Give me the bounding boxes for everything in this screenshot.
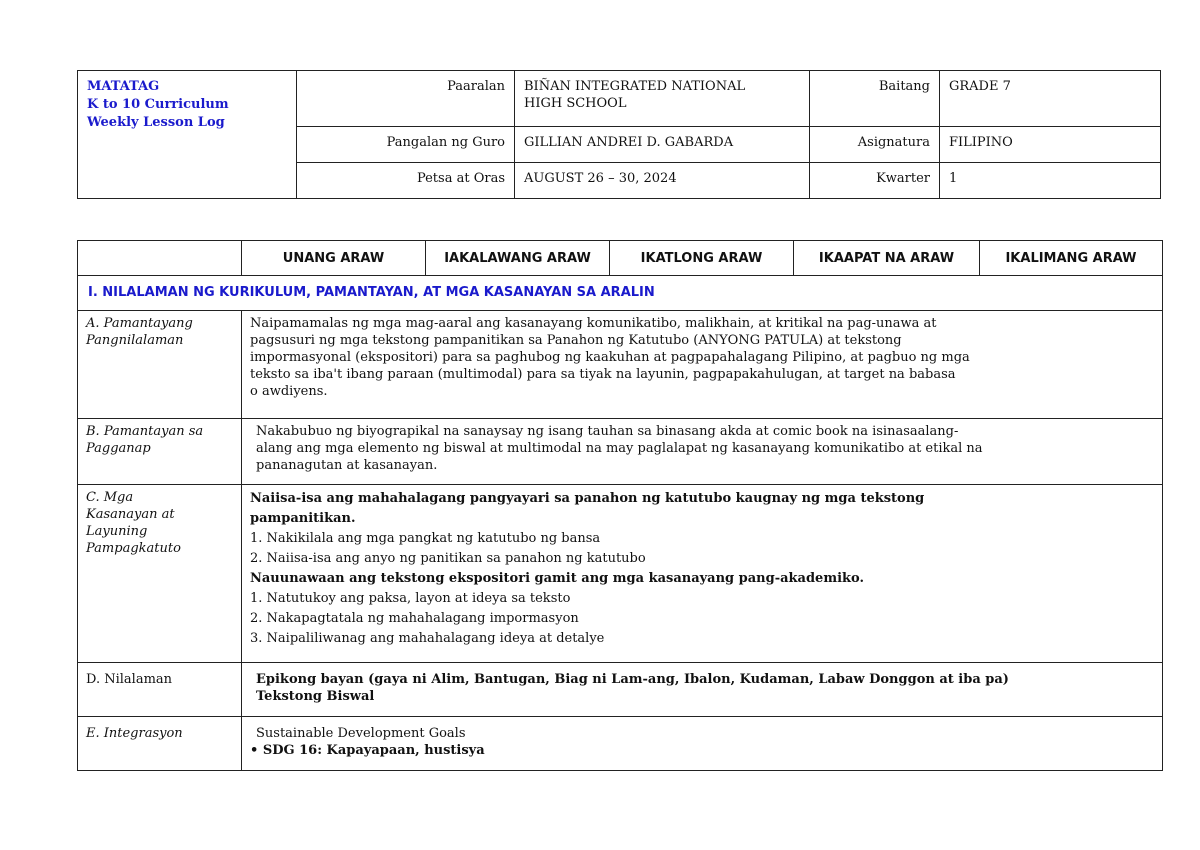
asignatura-label: Asignatura: [810, 127, 940, 163]
objective-item: 3. Naipaliliwanag ang mahahalagang ideya at detalye: [250, 631, 605, 646]
baitang-label: Baitang: [810, 71, 940, 127]
label-line: Pagganap: [86, 441, 151, 456]
objective-item: 2. Nakapagtatala ng mahahalagang impormasyon: [250, 611, 579, 626]
day-header-2: IAKALAWANG ARAW: [426, 241, 610, 276]
text-line: impormasyonal (ekspositori) para sa paghubog ng kaakuhan at pagpapahalagang Pilipino, at pagbuo ng mga: [250, 350, 970, 365]
lesson-table: [77, 240, 1163, 771]
kwarter-label: Kwarter: [810, 163, 940, 199]
paaralan-label: Paaralan: [297, 71, 515, 127]
sdg-item: • SDG 16: Kapayapaan, hustisya: [250, 743, 485, 758]
nilalaman-label: D. Nilalaman: [78, 663, 242, 717]
objective-heading: pampanitikan.: [250, 511, 356, 526]
label-line: Kasanayan at: [86, 507, 175, 522]
pamantayang-pangnilalaman-label: [78, 311, 242, 419]
nilalaman-text: [242, 663, 1163, 717]
petsa-label: Petsa at Oras: [297, 163, 515, 199]
paaralan-value-line2: HIGH SCHOOL: [524, 96, 627, 111]
pamantayan-sa-pagganap-label: [78, 419, 242, 485]
day-header-5: IKALIMANG ARAW: [980, 241, 1163, 276]
label-line: C. Mga: [86, 490, 134, 505]
guro-value: GILLIAN ANDREI D. GABARDA: [515, 127, 810, 163]
label-line: Pampagkatuto: [86, 541, 181, 556]
text-line: Naipamamalas ng mga mag-aaral ang kasanayang komunikatibo, malikhain, at kritikal na pag-unawa at: [250, 316, 937, 331]
matatag-title: MATATAG: [87, 79, 160, 94]
objective-heading: Naiisa-isa ang mahahalagang pangyayari sa panahon ng katutubo kaugnay ng mga tekstong: [250, 491, 925, 506]
objective-item: 1. Nakikilala ang mga pangkat ng katutubo ng bansa: [250, 531, 601, 546]
guro-label: Pangalan ng Guro: [297, 127, 515, 163]
label-line: B. Pamantayan sa: [86, 424, 204, 439]
text-line: alang ang mga elemento ng biswal at multimodal na may paglalapat ng kasanayang komunikatibo at etikal na: [256, 441, 983, 456]
pamantayan-sa-pagganap-text: [242, 419, 1163, 485]
label-line: A. Pamantayang: [86, 316, 193, 331]
label-line: Layuning: [86, 524, 148, 539]
baitang-value: GRADE 7: [940, 71, 1161, 127]
petsa-value: AUGUST 26 – 30, 2024: [515, 163, 810, 199]
objective-item: 2. Naiisa-isa ang anyo ng panitikan sa panahon ng katutubo: [250, 551, 646, 566]
text-line: pananagutan at kasanayan.: [256, 458, 438, 473]
text-line: o awdiyens.: [250, 384, 328, 399]
text-line: Nakabubuo ng biyograpikal na sanaysay ng isang tauhan sa binasang akda at comic book na isinasaalang-: [256, 424, 959, 439]
paaralan-value: [515, 71, 810, 127]
content-line: Epikong bayan (gaya ni Alim, Bantugan, Biag ni Lam-ang, Ibalon, Kudaman, Labaw Donggon at iba pa): [256, 672, 1009, 687]
day-header-3: IKATLONG ARAW: [610, 241, 794, 276]
paaralan-value-line1: BIÑAN INTEGRATED NATIONAL: [524, 79, 746, 94]
asignatura-value: FILIPINO: [940, 127, 1161, 163]
corner-cell: [78, 241, 242, 276]
section-title: I. NILALAMAN NG KURIKULUM, PAMANTAYAN, AT MGA KASANAYAN SA ARALIN: [78, 276, 1163, 311]
label-line: Pangnilalaman: [86, 333, 184, 348]
content-line: Tekstong Biswal: [256, 689, 375, 704]
curriculum-title: K to 10 Curriculum: [87, 97, 229, 112]
text-line: pagsusuri ng mga tekstong pampanitikan sa Panahon ng Katutubo (ANYONG PATULA) at tekstong: [250, 333, 902, 348]
kasanayan-layunin-label: [78, 485, 242, 663]
integrasyon-label: E. Integrasyon: [78, 717, 242, 771]
integrasyon-text: [242, 717, 1163, 771]
text-line: teksto sa iba't ibang paraan (multimodal) para sa tiyak na layunin, pagpapakahulugan, at target na babasa: [250, 367, 956, 382]
kwarter-value: 1: [940, 163, 1161, 199]
kasanayan-layunin-text: [242, 485, 1163, 663]
objective-heading: Nauunawaan ang tekstong ekspositori gamit ang mga kasanayang pang-akademiko.: [250, 571, 864, 586]
integration-heading: Sustainable Development Goals: [256, 726, 466, 741]
day-header-4: IKAAPAT NA ARAW: [794, 241, 980, 276]
header-table: [77, 70, 1161, 199]
objective-item: 1. Natutukoy ang paksa, layon at ideya sa teksto: [250, 591, 571, 606]
pamantayang-pangnilalaman-text: [242, 311, 1163, 419]
day-header-1: UNANG ARAW: [242, 241, 426, 276]
matatag-block: [78, 71, 297, 199]
lesson-log-title: Weekly Lesson Log: [87, 115, 225, 130]
